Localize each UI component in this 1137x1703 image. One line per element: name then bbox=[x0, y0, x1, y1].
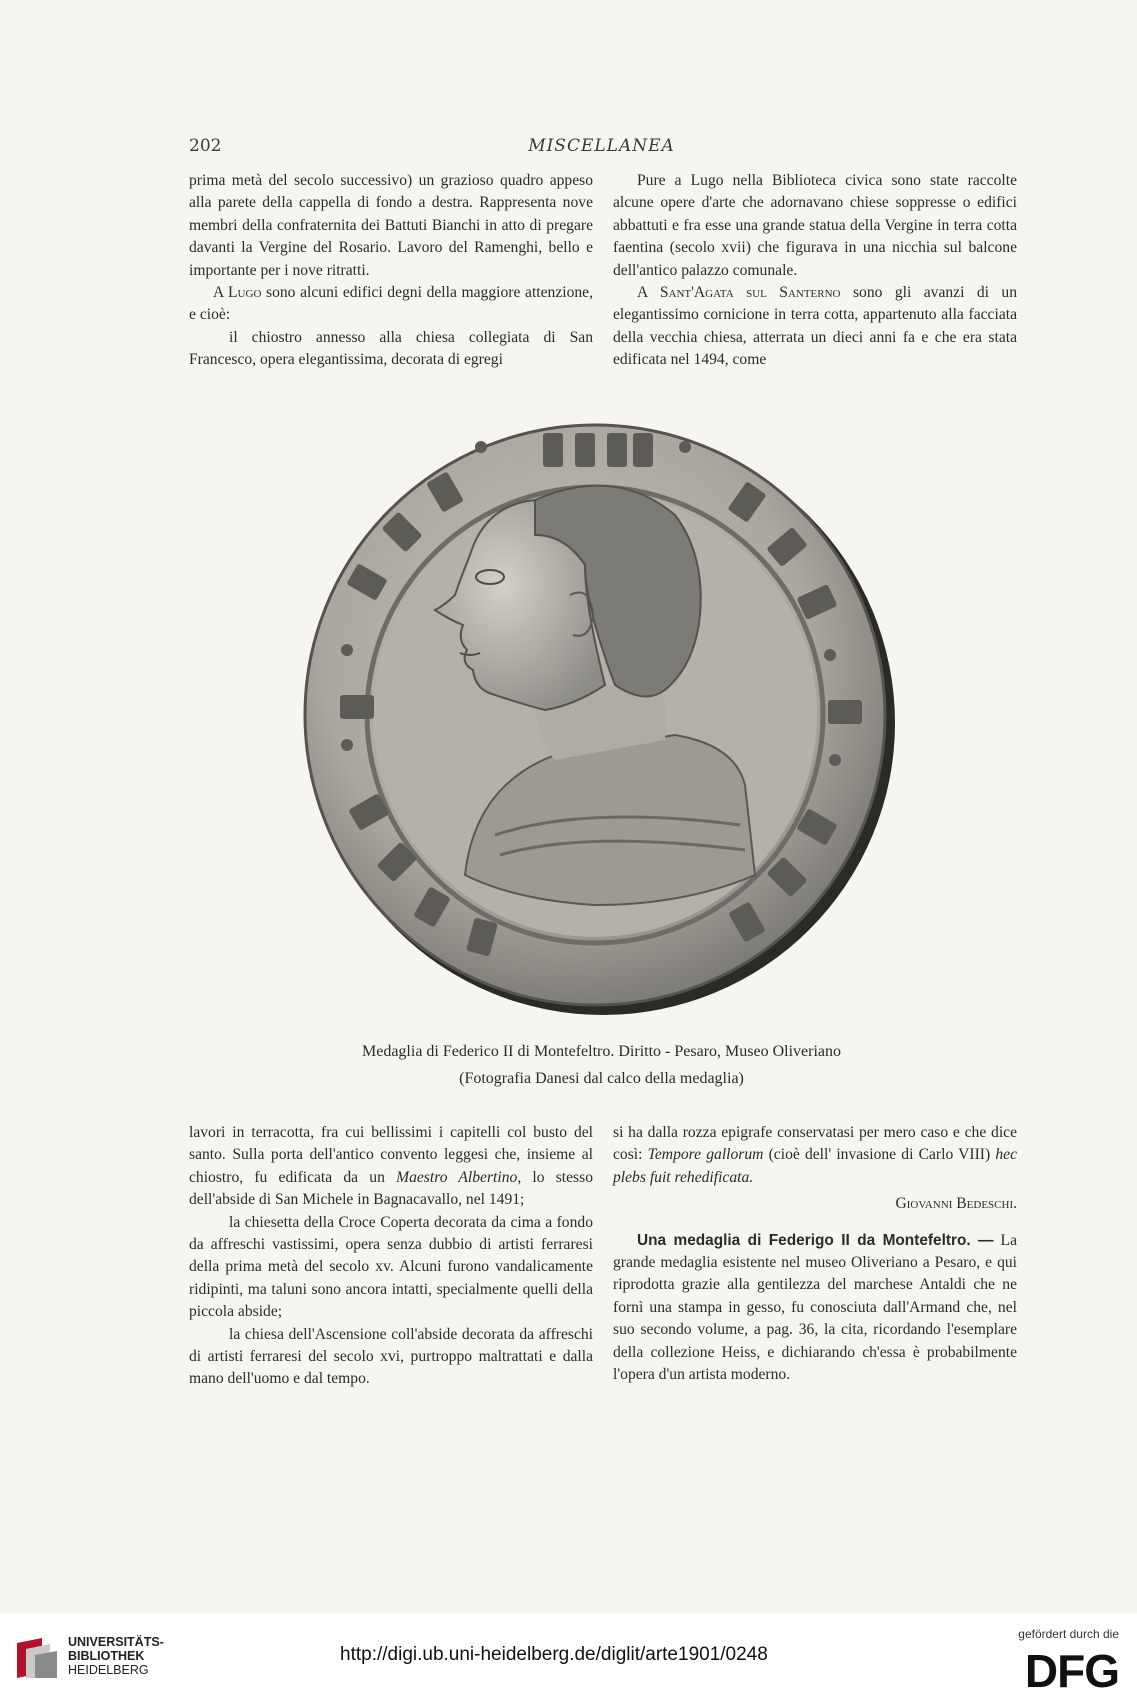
paragraph: il chiostro annesso alla chiesa collegiata di San Francesco, opera elegantissima, decorata di egregi bbox=[189, 328, 593, 369]
section-title: MISCELLANEA bbox=[528, 136, 675, 156]
text-column-left-bottom bbox=[189, 1122, 593, 1391]
paragraph-text: (cioè dell' invasione di Carlo VIII) bbox=[763, 1146, 996, 1164]
paragraph-text: sono gli avanzi di un elegantissimo cornicione in terra cotta, appartenuto alla facciata della vecchia chiesa, atterrata un dieci anni fa e che era stata edificata nel 1494, come bbox=[613, 284, 1018, 369]
section-heading: Una medaglia di Federigo II da Montefeltro. — bbox=[637, 1231, 994, 1249]
footer-bar bbox=[0, 1613, 1137, 1703]
paragraph bbox=[613, 1230, 1017, 1387]
italic-quote: Tempore gallorum bbox=[647, 1146, 764, 1164]
italic-name: Maestro Albertino bbox=[396, 1168, 518, 1186]
library-name-line: HEIDELBERG bbox=[68, 1663, 149, 1677]
page-number: 202 bbox=[189, 136, 222, 156]
place-name: A Sant'Agata sul Santerno bbox=[637, 284, 841, 302]
author-signature: Giovanni Bedeschi. bbox=[895, 1195, 1017, 1213]
library-name-line: UNIVERSITÄTS- bbox=[68, 1635, 164, 1649]
paragraph-text: La grande medaglia esistente nel museo Oliveriano a Pesaro, e qui riprodotta grazie alla gentilezza del marchese Antaldi che ne fornì una stampa in gesso, fu conosciuta dall'Armand che, nel suo secondo volume, a pag. 36, la cita, ricordando l'esemplare della collezione Heiss, e dichiarando ch'essa è probabilmente l'opera d'un artista moderno. bbox=[613, 1231, 1017, 1384]
source-url-link[interactable]: http://digi.ub.uni-heidelberg.de/diglit/arte1901/0248 bbox=[340, 1644, 768, 1665]
paragraph: la chiesa dell'Ascensione coll'abside decorata da affreschi di artisti ferraresi del secolo xvi, purtroppo maltrattati e dalla mano dell'uomo e dal tempo. bbox=[189, 1325, 593, 1388]
text-column-left-top bbox=[189, 170, 593, 372]
paragraph bbox=[189, 1122, 593, 1212]
figure-credit: (Fotografia Danesi dal calco della medaglia) bbox=[459, 1070, 744, 1087]
paragraph: Pure a Lugo nella Biblioteca civica sono state raccolte alcune opere d'arte che adornavano chiese soppresse o edifici abbattuti e fra esse una grande statua della Vergine in terra cotta faentina (secolo xvii) che figurava in una nicchia sul balcone dell'antico palazzo comunale. bbox=[613, 172, 1017, 279]
paragraph-text: lavori in terracotta, fra cui bellissimi i capitelli col busto del santo. Sulla porta dell'antico convento leggesi che, insieme al chiostro, fu edificata da un bbox=[189, 1124, 593, 1186]
dfg-logo: DFG bbox=[1024, 1645, 1119, 1697]
funding-caption: gefördert durch die bbox=[1018, 1627, 1119, 1641]
paragraph-text: sono alcuni edifici degni della maggiore attenzione, e cioè: bbox=[189, 284, 593, 324]
medal-image bbox=[285, 405, 905, 1025]
paragraph-text: si ha dalla rozza epigrafe conservatasi per mero caso e che dice così: bbox=[613, 1124, 1017, 1164]
paragraph bbox=[613, 282, 1017, 372]
paragraph: prima metà del secolo successivo) un grazioso quadro appeso alla parete della cappella di fondo a destra. Rappresenta nove membri della confraternita dei Battuti Bianchi in atto di pregare davanti la Vergine del Rosario. Lavoro del Ramenghi, bello e importante per i nove ritratti. bbox=[189, 172, 593, 279]
paragraph bbox=[189, 282, 593, 327]
text-column-right-bottom bbox=[613, 1122, 1017, 1386]
italic-quote: hec plebs fuit rehedificata. bbox=[613, 1146, 1017, 1186]
text-column-right-top bbox=[613, 170, 1017, 372]
university-library-logo-icon bbox=[12, 1633, 62, 1683]
paragraph bbox=[613, 1122, 1017, 1189]
place-name: A Lugo bbox=[213, 284, 262, 302]
paragraph-text: , lo stesso dell'abside di San Michele in Bagnacavallo, nel 1491; bbox=[189, 1168, 593, 1209]
library-name-line: BIBLIOTHEK bbox=[68, 1649, 145, 1663]
library-name bbox=[68, 1635, 164, 1677]
figure-caption: Medaglia di Federico II di Montefeltro. Diritto - Pesaro, Museo Oliveriano bbox=[362, 1043, 841, 1060]
medal-figure bbox=[285, 405, 905, 1025]
paragraph: la chiesetta della Croce Coperta decorata da cima a fondo da affreschi vastissimi, opera senza dubbio di artisti ferraresi della prima metà del secolo xv. Alcuni furono vandalicamente ridipinti, ma taluni sono ancora intatti, specialmente quelli della piccola abside; bbox=[189, 1213, 593, 1321]
running-head bbox=[189, 136, 1014, 160]
